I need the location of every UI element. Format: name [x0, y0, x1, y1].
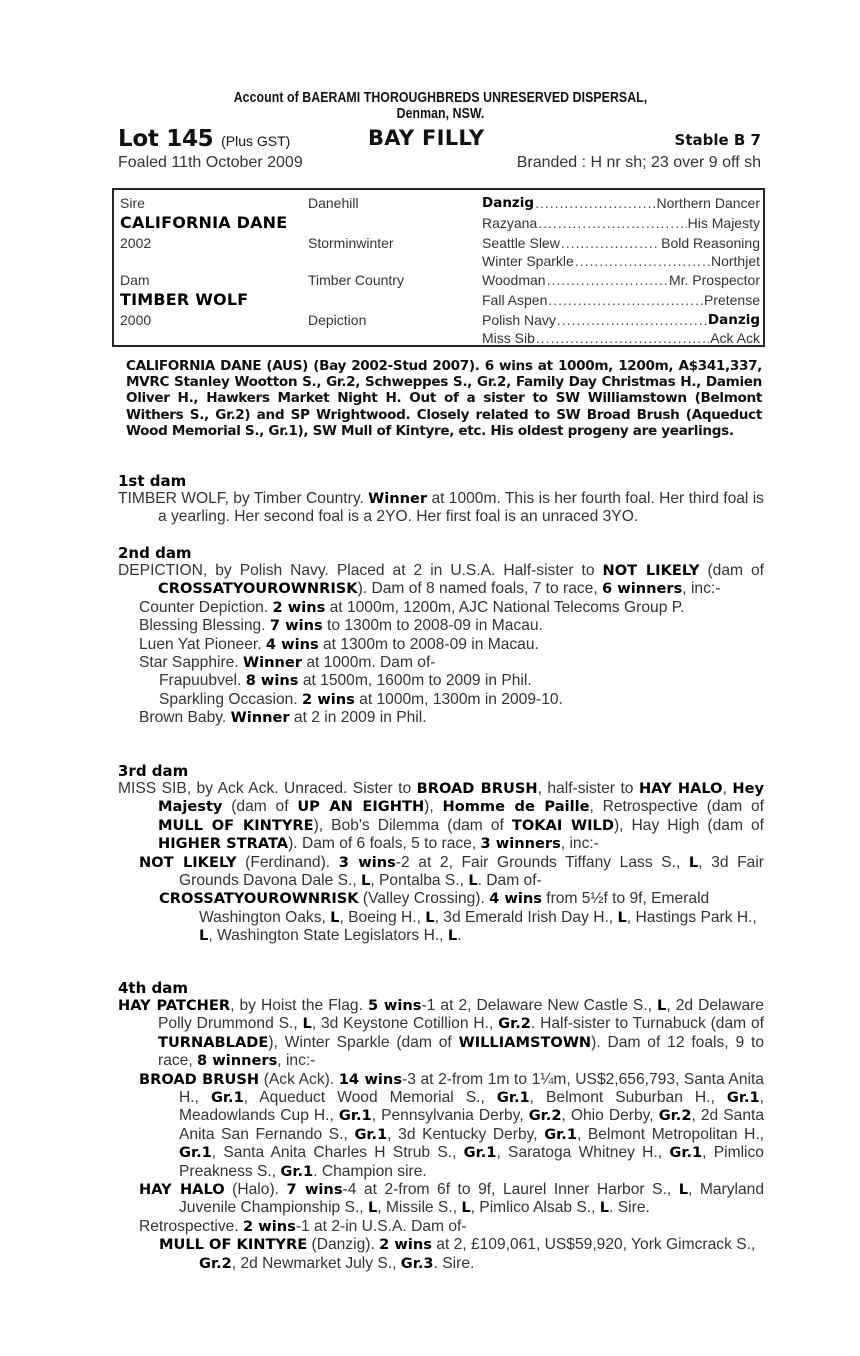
dam-entry: DEPICTION, by Polish Navy. Placed at 2 in U.S.A. Half-sister to NOT LIKELY (dam of CROSSATYOUROWNRISK). Dam of 8 named foals, 7 to race, 6 winners, inc:- — [118, 562, 764, 598]
dam-section-3 — [118, 762, 764, 946]
progeny-entry: Luen Yat Pioneer. 4 wins at 1300m to 2008-09 in Macau. — [139, 635, 539, 653]
dam-year: 2000 — [120, 312, 152, 328]
dam-sire: Timber Country — [308, 272, 404, 288]
gen3-right: Bold Reasoning — [661, 235, 760, 251]
progeny-entry: NOT LIKELY (Ferdinand). 3 wins-2 at 2, Fair Grounds Tiffany Lass S., L, 3d Fair Grounds Davona Dale S., L, Pontalba S., L. Dam of- — [139, 853, 764, 890]
gen3-left: Miss Sib — [482, 330, 535, 346]
gen3-row — [482, 215, 760, 231]
dam-section-1 — [118, 472, 764, 527]
dam-heading: 3rd dam — [118, 762, 189, 780]
dam-section-4 — [118, 979, 764, 1273]
gen3-row — [482, 253, 760, 269]
foaled-row — [118, 152, 763, 174]
lot-row — [118, 126, 763, 152]
gen3-row — [482, 312, 760, 328]
gen3-right: Pretense — [703, 292, 760, 308]
progeny-entry: Blessing Blessing. 7 wins to 1300m to 2008-09 in Macau. — [139, 617, 543, 635]
sire-summary: CALIFORNIA DANE (AUS) (Bay 2002-Stud 2007). 6 wins at 1000m, 1200m, A$341,337, MVRC Stanley Wootton S., Gr.2, Schweppes S., Gr.2, Family Day Christmas H., Damien Oliver H., Hawkers Market Night H. Out of a sister to SW Williamstown (Belmont Withers S., Gr.2) and SP Wrightwood. Closely related to SW Broad Brush (Aqueduct Wood Memorial S., Gr.1), SW Mull of Kintyre, etc. His oldest progeny are yearlings. — [126, 358, 762, 439]
gen3-left: Winter Sparkle — [482, 253, 574, 269]
gen3-right: Ack Ack — [710, 330, 760, 346]
gen3-left: Seattle Slew — [482, 235, 560, 251]
foaled-date: Foaled 11th October 2009 — [118, 154, 303, 171]
progeny-entry: Frapuubvel. 8 wins at 1500m, 1600m to 2009 in Phil. — [159, 672, 532, 690]
dam-section-2 — [118, 544, 764, 728]
dam-name: TIMBER WOLF — [120, 290, 249, 309]
gen3-left: Danzig — [482, 195, 535, 211]
progeny-entry: Sparkling Occasion. 2 wins at 1000m, 1300m in 2009-10. — [159, 690, 563, 708]
vendor-account-line: Account of BAERAMI THOROUGHBREDS UNRESERVED DISPERSAL, — [233, 89, 648, 106]
progeny-entry: Counter Depiction. 2 wins at 1000m, 1200m, AJC National Telecoms Group P. — [139, 598, 685, 616]
pedigree-box — [112, 188, 765, 347]
gen3-left: Polish Navy — [482, 312, 556, 328]
sire-year: 2002 — [120, 235, 152, 251]
gen3-row — [482, 330, 760, 346]
progeny-entry: MULL OF KINTYRE (Danzig). 2 wins at 2, £109,061, US$59,920, York Gimcrack S., Gr.2, 2d Newmarket July S., Gr.3. Sire. — [159, 1236, 756, 1272]
progeny-entry: CROSSATYOUROWNRISK (Valley Crossing). 4 wins from 5½f to 9f, Emerald Washington Oaks, L, Boeing H., L, 3d Emerald Irish Day H., L, Hastings Park H., L, Washington State Legislators H., L. — [159, 890, 757, 945]
vendor-location-line: Denman, NSW. — [396, 105, 485, 122]
dam-heading: 1st dam — [118, 472, 187, 490]
dam-heading: 2nd dam — [118, 544, 192, 562]
gen3-row — [482, 292, 760, 308]
progeny-entry: HAY HALO (Halo). 7 wins-4 at 2-from 6f to 9f, Laurel Inner Harbor S., L, Maryland Juvenile Championship S., L, Missile S., L, Pimlico Alsab S., L. Sire. — [139, 1181, 765, 1217]
gen3-row — [482, 272, 760, 288]
dam-entry: MISS SIB, by Ack Ack. Unraced. Sister to BROAD BRUSH, half-sister to HAY HALO, Hey Majesty (dam of UP AN EIGHTH), Homme de Paille, Retrospective (dam of MULL OF KINTYRE), Bob's Dilemma (dam of TOKAI WILD), Hay High (dam of HIGHER STRATA). Dam of 6 foals, 5 to race, 3 winners, inc:- — [118, 780, 765, 853]
gen3-right: Northern Dancer — [656, 195, 760, 211]
dam-entry: TIMBER WOLF, by Timber Country. Winner at 1000m. This is her fourth foal. Her third foal is a yearling. Her second foal is a 2YO. Her first foal is an unraced 3YO. — [118, 490, 764, 526]
brand-marks: Branded : H nr sh; 23 over 9 off sh — [516, 154, 761, 171]
horse-description: BAY FILLY — [368, 126, 485, 150]
gen3-left: Fall Aspen — [482, 292, 548, 308]
stable-location: Stable B 7 — [674, 131, 761, 149]
lot-gst-note: (Plus GST) — [221, 133, 291, 149]
lot-label: Lot 145 — [118, 126, 214, 152]
gen3-right: His Majesty — [687, 215, 760, 231]
catalogue-page-header — [118, 90, 763, 174]
gen3-row — [482, 195, 760, 211]
progeny-entry: Star Sapphire. Winner at 1000m. Dam of- — [139, 654, 436, 672]
dam-entry: HAY PATCHER, by Hoist the Flag. 5 wins-1 at 2, Delaware New Castle S., L, 2d Delaware Polly Drummond S., L, 3d Keystone Cotillion H., Gr.2. Half-sister to Turnabuck (dam of TURNABLADE), Winter Sparkle (dam of WILLIAMSTOWN). Dam of 12 foals, 9 to race, 8 winners, inc:- — [118, 997, 764, 1070]
gen3-left: Razyana — [482, 215, 538, 231]
gen3-right: Mr. Prospector — [668, 272, 760, 288]
dam-label: Dam — [120, 272, 150, 288]
progeny-entry: Retrospective. 2 wins-1 at 2-in U.S.A. Dam of- — [139, 1217, 467, 1235]
sire-name: CALIFORNIA DANE — [120, 213, 288, 232]
gen3-right: Northjet — [710, 253, 760, 269]
sire-sire: Danehill — [308, 195, 359, 211]
dam-heading: 4th dam — [118, 979, 188, 997]
sire-dam: Storminwinter — [308, 235, 394, 251]
progeny-entry: Brown Baby. Winner at 2 in 2009 in Phil. — [139, 709, 427, 727]
gen3-left: Woodman — [482, 272, 546, 288]
gen3-right: Danzig — [707, 312, 760, 328]
lot-number — [118, 126, 290, 152]
progeny-entry: BROAD BRUSH (Ack Ack). 14 wins-3 at 2-from 1m to 1¼m, US$2,656,793, Santa Anita H., Gr.1, Aqueduct Wood Memorial S., Gr.1, Belmont Suburban H., Gr.1, Meadowlands Cup H., Gr.1, Pennsylvania Derby, Gr.2, Ohio Derby, Gr.2, 2d Santa Anita San Fernando S., Gr.1, 3d Kentucky Derby, Gr.1, Belmont Metropolitan H., Gr.1, Santa Anita Charles H Strub S., Gr.1, Saratoga Whitney H., Gr.1, Pimlico Preakness S., Gr.1. Champion sire. — [139, 1070, 765, 1180]
sire-label: Sire — [120, 195, 145, 211]
gen3-row — [482, 235, 760, 251]
dam-dam: Depiction — [308, 312, 367, 328]
